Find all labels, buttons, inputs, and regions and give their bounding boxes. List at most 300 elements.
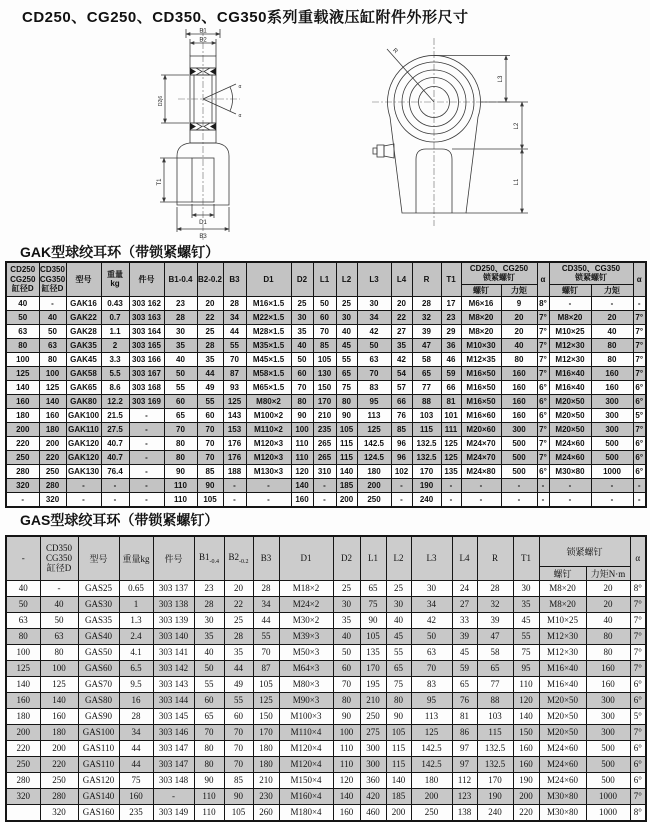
table-cell: 45: [513, 612, 539, 628]
table-cell: 303 147: [153, 740, 194, 756]
table-cell: M8×20: [549, 310, 591, 324]
table-cell: 150: [313, 380, 336, 394]
table-cell: 80: [591, 352, 633, 366]
table-cell: GAS60: [78, 660, 119, 676]
dim-label-alpha-top: α: [238, 84, 242, 90]
table-row: [6, 724, 646, 740]
table-cell: 85: [391, 422, 412, 436]
table-cell: 300: [360, 740, 386, 756]
table-cell: 280: [6, 464, 39, 478]
table-cell: 40: [501, 338, 537, 352]
table-cell: 55: [224, 692, 253, 708]
table-cell: 70: [224, 756, 253, 772]
table-cell: 28: [223, 296, 246, 310]
table-cell: 170: [313, 394, 336, 408]
table-cell: M22×1.5: [246, 310, 291, 324]
table-cell: 88: [412, 394, 441, 408]
table-cell: 4.1: [119, 644, 153, 660]
table-cell: M64×3: [279, 660, 333, 676]
table-cell: 7°: [537, 324, 549, 338]
table-cell: GAK120: [66, 450, 101, 464]
table-cell: 102: [391, 464, 412, 478]
table-cell: 30: [336, 310, 357, 324]
table-row: [6, 380, 646, 394]
table-cell: 22: [197, 310, 223, 324]
table-cell: 40: [591, 324, 633, 338]
table-cell: 70: [164, 422, 197, 436]
table-cell: GAK58: [66, 366, 101, 380]
table-cell: 320: [39, 492, 66, 507]
table-cell: 49: [224, 676, 253, 692]
table-cell: 27: [452, 596, 477, 612]
table-cell: M120×4: [279, 740, 333, 756]
table-cell: 95: [357, 394, 391, 408]
table-cell: 200: [357, 478, 391, 492]
table-cell: 23: [164, 296, 197, 310]
table-cell: 303 148: [153, 772, 194, 788]
table-cell: 125: [6, 366, 39, 380]
table-cell: 200: [411, 788, 452, 804]
table-cell: 125: [411, 724, 452, 740]
dim-label-l3: L3: [498, 75, 504, 83]
table-cell: -: [501, 492, 537, 507]
table-cell: 7°: [537, 310, 549, 324]
table-cell: GAS120: [78, 772, 119, 788]
table-cell: 30: [513, 580, 539, 596]
table-cell: 8°: [630, 804, 646, 821]
table-cell: 180: [357, 464, 391, 478]
table-cell: 40: [39, 310, 66, 324]
table-cell: 105: [336, 422, 357, 436]
gak-header-torque-250: 力矩: [501, 284, 537, 296]
table-cell: 200: [6, 724, 40, 740]
gas-header-part: 件号: [153, 536, 194, 580]
table-cell: 34: [223, 310, 246, 324]
table-cell: M24×60: [549, 436, 591, 450]
table-cell: 75: [513, 644, 539, 660]
table-cell: 44: [119, 740, 153, 756]
gas-header-alpha: α: [630, 536, 646, 580]
table-cell: 100: [6, 644, 40, 660]
table-cell: 240: [477, 804, 513, 821]
table-cell: 170: [412, 464, 441, 478]
table-cell: 17: [441, 296, 461, 310]
table-row: [6, 612, 646, 628]
table-cell: 42: [357, 324, 391, 338]
table-cell: 85: [224, 772, 253, 788]
table-cell: 105: [224, 804, 253, 821]
gas-header-weight: 重量kg: [119, 536, 153, 580]
table-cell: 7°: [630, 628, 646, 644]
table-cell: -: [246, 478, 291, 492]
table-cell: 160: [591, 380, 633, 394]
table-cell: 303 149: [153, 804, 194, 821]
table-cell: -: [129, 422, 164, 436]
table-cell: 103: [477, 708, 513, 724]
table-cell: GAS40: [78, 628, 119, 644]
table-cell: 7°: [633, 338, 646, 352]
table-cell: 27.5: [101, 422, 129, 436]
table-cell: GAS70: [78, 676, 119, 692]
gas-header-l2: L2: [386, 536, 411, 580]
table-row: [6, 492, 646, 507]
gas-header-b2: $B2_{-0.2}$: [224, 536, 253, 580]
table-cell: 500: [591, 436, 633, 450]
table-cell: 80: [333, 692, 360, 708]
table-cell: 120: [513, 692, 539, 708]
table-cell: 105: [386, 724, 411, 740]
table-cell: -: [129, 408, 164, 422]
table-cell: 180: [40, 724, 78, 740]
side-view-drawing: [140, 26, 265, 244]
table-cell: 303 139: [153, 612, 194, 628]
table-cell: 28: [194, 596, 224, 612]
table-row: [6, 740, 646, 756]
table-cell: 250: [360, 708, 386, 724]
table-cell: -: [40, 580, 78, 596]
table-row: [6, 692, 646, 708]
table-cell: M8×20: [461, 310, 501, 324]
table-row: [6, 788, 646, 804]
table-cell: 44: [197, 366, 223, 380]
table-cell: 320: [40, 804, 78, 821]
table-cell: -: [66, 492, 101, 507]
table-cell: 30: [291, 310, 313, 324]
table-cell: 12.2: [101, 394, 129, 408]
table-cell: M16×50: [461, 380, 501, 394]
table-cell: 500: [501, 450, 537, 464]
table-cell: 45: [452, 644, 477, 660]
table-cell: M24×60: [549, 450, 591, 464]
table-cell: 20: [586, 596, 630, 612]
table-cell: -: [129, 492, 164, 507]
table-cell: M45×1.5: [246, 352, 291, 366]
table-cell: 3.3: [101, 352, 129, 366]
table-cell: 50: [357, 338, 391, 352]
table-cell: 220: [40, 756, 78, 772]
table-cell: -: [537, 492, 549, 507]
table-cell: 160: [501, 380, 537, 394]
gas-header-l4: L4: [452, 536, 477, 580]
table-cell: 55: [197, 394, 223, 408]
table-cell: 60: [313, 310, 336, 324]
table-cell: 80: [40, 644, 78, 660]
table-cell: 230: [253, 788, 279, 804]
table-cell: 185: [336, 478, 357, 492]
table-cell: 55: [223, 338, 246, 352]
table-cell: -: [391, 492, 412, 507]
dim-label-b2: B2: [199, 37, 207, 44]
table-cell: 40: [336, 324, 357, 338]
table-cell: 39: [477, 612, 513, 628]
table-cell: 55: [386, 644, 411, 660]
table-cell: 70: [333, 676, 360, 692]
table-cell: M120×3: [246, 436, 291, 450]
table-cell: 23: [194, 580, 224, 596]
gak-header-weight: 重量 kg: [101, 262, 129, 296]
gas-header-model: 型号: [78, 536, 119, 580]
table-cell: 25: [224, 612, 253, 628]
table-cell: 16: [119, 692, 153, 708]
table-cell: 130: [313, 366, 336, 380]
table-cell: 50: [313, 296, 336, 310]
table-cell: 44: [223, 324, 246, 338]
table-cell: 65: [336, 366, 357, 380]
table-cell: 80: [291, 394, 313, 408]
table-cell: 120: [291, 464, 313, 478]
table-cell: 30: [333, 596, 360, 612]
table-cell: -: [461, 492, 501, 507]
table-cell: 60: [224, 708, 253, 724]
table-cell: 36: [441, 338, 461, 352]
gak-header-l2: L2: [336, 262, 357, 296]
table-cell: 65: [452, 676, 477, 692]
table-row: [6, 408, 646, 422]
table-cell: 303 138: [153, 596, 194, 612]
table-cell: 265: [313, 450, 336, 464]
table-cell: 8°: [537, 296, 549, 310]
table-cell: 1000: [591, 464, 633, 478]
table-cell: M20×50: [539, 708, 586, 724]
table-cell: 50: [6, 596, 40, 612]
table-cell: 70: [357, 366, 391, 380]
table-row: [6, 296, 646, 310]
table-cell: 1.1: [101, 324, 129, 338]
table-cell: 138: [452, 804, 477, 821]
table-cell: 70: [411, 660, 452, 676]
table-cell: M30×80: [539, 788, 586, 804]
table-cell: 66: [441, 380, 461, 394]
table-cell: 115: [477, 724, 513, 740]
table-cell: 500: [591, 450, 633, 464]
table-cell: 6°: [537, 464, 549, 478]
table-cell: M100×3: [279, 708, 333, 724]
table-cell: 110: [333, 740, 360, 756]
table-cell: 40: [6, 296, 39, 310]
gas-header-d2: D2: [333, 536, 360, 580]
table-cell: M12×35: [461, 352, 501, 366]
table-cell: GAK35: [66, 338, 101, 352]
table-cell: -: [129, 478, 164, 492]
table-cell: 90: [197, 478, 223, 492]
dim-label-l2: L2: [514, 122, 520, 130]
table-cell: 30: [357, 296, 391, 310]
table-cell: 250: [6, 756, 40, 772]
table-cell: 75: [386, 676, 411, 692]
table-cell: 90: [224, 788, 253, 804]
table-cell: 132.5: [477, 756, 513, 772]
table-cell: M8×20: [539, 596, 586, 612]
table-cell: M30×80: [549, 464, 591, 478]
table-cell: M150×4: [279, 772, 333, 788]
table-cell: 180: [6, 408, 39, 422]
table-cell: 125: [357, 422, 391, 436]
table-cell: GAK80: [66, 394, 101, 408]
table-cell: M58×1.5: [246, 366, 291, 380]
table-cell: 27: [391, 324, 412, 338]
dim-label-t1: T1: [157, 178, 163, 186]
table-cell: 140: [291, 478, 313, 492]
section-title-gas-latin: GAS: [20, 512, 51, 528]
table-cell: 160: [40, 708, 78, 724]
table-cell: 90: [386, 708, 411, 724]
table-cell: 200: [39, 436, 66, 450]
table-row: [6, 628, 646, 644]
table-cell: 153: [223, 422, 246, 436]
table-cell: 115: [386, 756, 411, 772]
table-cell: -: [633, 478, 646, 492]
table-cell: 7°: [537, 352, 549, 366]
table-cell: 303 145: [153, 708, 194, 724]
table-cell: 1000: [586, 788, 630, 804]
table-cell: -: [101, 492, 129, 507]
table-cell: 210: [313, 408, 336, 422]
table-cell: 100: [40, 660, 78, 676]
table-cell: 97: [452, 740, 477, 756]
table-cell: 77: [477, 676, 513, 692]
gak-header-t1: T1: [441, 262, 461, 296]
table-cell: 195: [360, 676, 386, 692]
table-cell: 86: [452, 724, 477, 740]
section-title-gas-cjk: 型球绞耳环（带锁紧螺钉）: [50, 514, 219, 529]
table-cell: M160×4: [279, 788, 333, 804]
table-cell: -: [223, 478, 246, 492]
table-cell: 185: [386, 788, 411, 804]
table-cell: 30: [164, 324, 197, 338]
table-cell: 95: [411, 692, 452, 708]
table-cell: 200: [386, 804, 411, 821]
table-row: [6, 324, 646, 338]
table-cell: 8.6: [101, 380, 129, 394]
table-cell: 65: [164, 408, 197, 422]
gak-header-part: 件号: [129, 262, 164, 296]
table-cell: 20: [224, 580, 253, 596]
table-cell: 40: [6, 580, 40, 596]
table-cell: 303 142: [153, 660, 194, 676]
table-cell: M130×3: [246, 464, 291, 478]
table-cell: 34: [253, 596, 279, 612]
table-cell: 500: [586, 740, 630, 756]
table-cell: 6°: [633, 436, 646, 450]
table-cell: 60: [333, 660, 360, 676]
table-cell: 80: [164, 436, 197, 450]
section-title-gak-latin: GAK: [20, 244, 52, 260]
gas-table: [5, 535, 647, 822]
table-cell: 90: [336, 408, 357, 422]
table-cell: 320: [6, 478, 39, 492]
page-title: CD250、CG250、CD350、CG350系列重载液压缸附件外形尺寸: [22, 9, 469, 26]
table-cell: 180: [253, 740, 279, 756]
dim-label-alpha-bottom: α: [238, 113, 242, 119]
table-cell: 25: [336, 296, 357, 310]
table-cell: 303 147: [153, 756, 194, 772]
table-cell: 142.5: [357, 436, 391, 450]
table-cell: 6°: [537, 380, 549, 394]
table-cell: 34: [119, 724, 153, 740]
table-cell: 132.5: [412, 450, 441, 464]
table-cell: M18×2: [279, 580, 333, 596]
table-cell: 220: [6, 436, 39, 450]
table-cell: 30: [194, 612, 224, 628]
table-cell: 0.7: [101, 310, 129, 324]
table-cell: 54: [391, 366, 412, 380]
table-cell: 25: [386, 580, 411, 596]
table-cell: M16×40: [549, 380, 591, 394]
table-cell: 6.5: [119, 660, 153, 676]
table-cell: 70: [194, 724, 224, 740]
table-cell: 140: [333, 788, 360, 804]
table-cell: 58: [477, 644, 513, 660]
table-cell: 6°: [633, 450, 646, 464]
table-cell: 50: [39, 324, 66, 338]
table-cell: -: [391, 478, 412, 492]
gak-header-bore350: CD350 CG350 缸径D: [39, 262, 66, 296]
table-cell: 5.5: [101, 366, 129, 380]
table-cell: 140: [513, 708, 539, 724]
table-cell: 250: [40, 772, 78, 788]
gak-header-screw-350: 螺钉: [549, 284, 591, 296]
table-cell: 7°: [537, 338, 549, 352]
gak-header-l1: L1: [313, 262, 336, 296]
dim-label-r: R: [391, 47, 399, 55]
table-cell: M110×4: [279, 724, 333, 740]
table-cell: GAS110: [78, 756, 119, 772]
table-cell: 115: [412, 422, 441, 436]
table-cell: M16×1.5: [246, 296, 291, 310]
table-cell: M100×2: [246, 408, 291, 422]
table-cell: M24×60: [539, 740, 586, 756]
table-cell: 303 162: [129, 296, 164, 310]
table-cell: 95: [513, 660, 539, 676]
table-cell: 140: [6, 380, 39, 394]
table-row: [6, 708, 646, 724]
table-cell: 45: [336, 338, 357, 352]
table-cell: 35: [513, 596, 539, 612]
table-cell: 500: [501, 464, 537, 478]
gak-header-d1: D1: [246, 262, 291, 296]
table-cell: M8×20: [539, 580, 586, 596]
table-cell: 420: [360, 788, 386, 804]
table-cell: 500: [586, 756, 630, 772]
table-cell: 60: [164, 394, 197, 408]
table-cell: 7°: [633, 422, 646, 436]
table-cell: 123: [452, 788, 477, 804]
table-cell: 70: [197, 422, 223, 436]
table-row: [6, 436, 646, 450]
table-cell: 180: [6, 708, 40, 724]
table-cell: 7°: [537, 436, 549, 450]
table-cell: 40.7: [101, 450, 129, 464]
table-cell: GAK65: [66, 380, 101, 394]
table-cell: 113: [357, 408, 391, 422]
table-cell: 87: [253, 660, 279, 676]
dim-label-l1: L1: [514, 178, 520, 186]
table-cell: M10×25: [539, 612, 586, 628]
table-cell: -: [501, 478, 537, 492]
table-cell: 40: [291, 338, 313, 352]
table-cell: 32: [412, 310, 441, 324]
dim-label-b3: B3: [199, 234, 207, 240]
table-cell: 100: [6, 352, 39, 366]
table-cell: 200: [336, 492, 357, 507]
table-cell: 93: [223, 380, 246, 394]
table-cell: 60: [194, 692, 224, 708]
table-cell: 300: [591, 394, 633, 408]
table-cell: 45: [386, 628, 411, 644]
table-cell: 2.4: [119, 628, 153, 644]
gak-header-torque-350: 力矩: [591, 284, 633, 296]
gas-header-l1: L1: [360, 536, 386, 580]
